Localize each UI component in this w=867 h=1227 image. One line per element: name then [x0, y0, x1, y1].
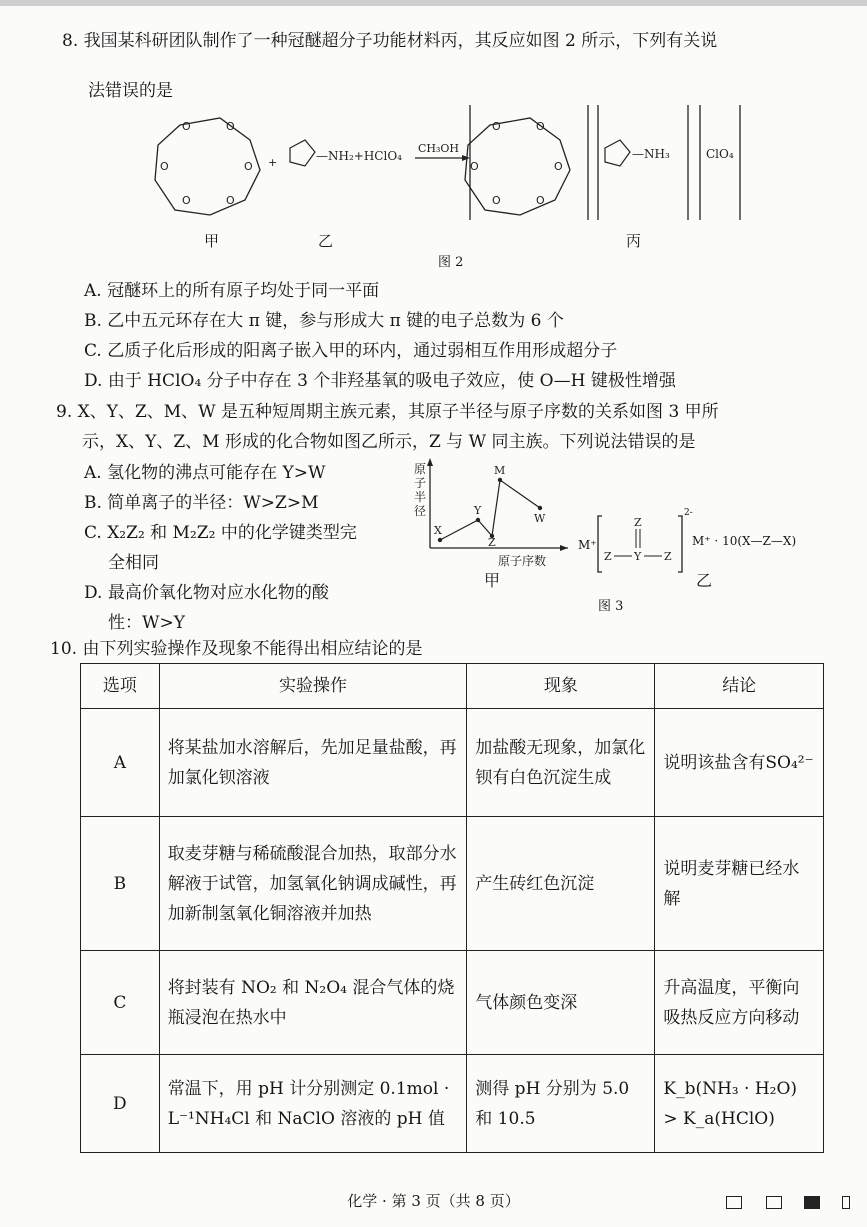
experiment-table	[80, 663, 824, 1153]
q8-option-d: D. 由于 HClO₄ 分子中存在 3 个非羟基氧的吸电子效应，使 O—H 键极性增强	[84, 371, 676, 391]
svg-text:Z: Z	[604, 550, 612, 563]
scan-edge	[0, 0, 867, 6]
q9-option-d-line1: D. 最高价氧化物对应水化物的酸	[84, 583, 329, 603]
cell-option: C	[81, 951, 160, 1055]
header-operation: 实验操作	[159, 664, 467, 709]
table-row	[81, 1055, 824, 1153]
q9-option-d-line2: 性：W>Y	[108, 613, 185, 633]
cell-option: B	[81, 817, 160, 951]
reaction-figure-2	[140, 100, 760, 240]
table-row	[81, 951, 824, 1055]
graph-point-x: X	[434, 524, 442, 537]
q8-option-b: B. 乙中五元环存在大 π 键，参与形成大 π 键的电子总数为 6 个	[84, 311, 564, 331]
svg-text:O: O	[554, 160, 563, 173]
marker-square-2	[766, 1196, 782, 1209]
marker-square-1	[726, 1196, 742, 1209]
q9-option-c-line1: C. X₂Z₂ 和 M₂Z₂ 中的化学键类型完	[84, 523, 357, 543]
graph-point-m: M	[494, 464, 506, 477]
svg-text:O: O	[492, 194, 501, 207]
svg-text:+: +	[268, 156, 278, 169]
svg-text:Y: Y	[634, 550, 642, 563]
fig3-label-jia: 甲	[484, 571, 501, 590]
q9-option-b: B. 简单离子的半径：W>Z>M	[84, 493, 319, 513]
fig3-caption: 图 3	[598, 599, 624, 614]
table-row	[81, 709, 824, 817]
svg-text:Z: Z	[634, 516, 642, 529]
fig2-label-yi: 乙	[318, 232, 334, 250]
graph-point-y: Y	[474, 504, 482, 517]
graph-x-axis-label: 原子序数	[498, 554, 547, 568]
marker-square-3	[804, 1196, 820, 1209]
q8-stem-line2: 法错误的是	[88, 81, 173, 101]
cell-conclusion: 说明该盐含有SO₄²⁻	[655, 709, 824, 817]
cell-phenomenon: 产生砖红色沉淀	[467, 817, 655, 951]
fig2-caption: 图 2	[438, 255, 464, 270]
cell-conclusion: 说明麦芽糖已经水解	[655, 817, 824, 951]
page-footer: 化学 · 第 3 页（共 8 页）	[347, 1192, 520, 1210]
svg-text:O: O	[160, 160, 169, 173]
bing-anion: ClO₄	[706, 147, 734, 161]
graph-point-z: Z	[488, 536, 496, 549]
compound-right-part: M⁺ · 10(X—Z—X)	[692, 534, 797, 548]
header-phenomenon: 现象	[467, 664, 655, 709]
svg-text:Z: Z	[664, 550, 672, 563]
q9-stem-line2: 示，X、Y、Z、M 形成的化合物如图乙所示，Z 与 W 同主族。下列说法错误的是	[82, 432, 696, 452]
svg-text:O: O	[470, 160, 479, 173]
svg-text:O: O	[182, 120, 191, 133]
header-conclusion: 结论	[655, 664, 824, 709]
q10-stem: 10. 由下列实验操作及现象不能得出相应结论的是	[50, 639, 423, 659]
cell-phenomenon: 加盐酸无现象，加氯化钡有白色沉淀生成	[467, 709, 655, 817]
svg-text:O: O	[226, 194, 235, 207]
cell-operation: 将封装有 NO₂ 和 N₂O₄ 混合气体的烧瓶浸泡在热水中	[159, 951, 467, 1055]
bing-substituent: —NH₃	[632, 147, 670, 161]
table-row	[81, 817, 824, 951]
cell-option: D	[81, 1055, 160, 1153]
cell-phenomenon: 测得 pH 分别为 5.0 和 10.5	[467, 1055, 655, 1153]
compound-charge: 2-	[684, 508, 693, 518]
fig2-label-bing: 丙	[626, 232, 642, 250]
header-option: 选项	[81, 664, 160, 709]
cell-operation: 常温下，用 pH 计分别测定 0.1mol · L⁻¹NH₄Cl 和 NaClO 溶液的 pH 值	[159, 1055, 467, 1153]
cell-conclusion: K_b(NH₃ · H₂O) > K_a(HClO)	[655, 1055, 824, 1153]
cell-conclusion: 升高温度，平衡向吸热反应方向移动	[655, 951, 824, 1055]
triazole-yi	[290, 140, 315, 166]
table-header-row	[81, 664, 824, 709]
cell-option: A	[81, 709, 160, 817]
compound-yi-structure	[596, 512, 686, 576]
cell-operation: 取麦芽糖与稀硫酸混合加热，取部分水解液于试管，加氢氧化钠调成碱性，再加新制氢氧化铜溶液并加热	[159, 817, 467, 951]
q8-stem-line1: 8. 我国某科研团队制作了一种冠醚超分子功能材料丙，其反应如图 2 所示，下列有关说	[62, 31, 718, 51]
compound-left-cation: M⁺	[578, 538, 597, 552]
svg-text:O: O	[182, 194, 191, 207]
q9-stem-line1: 9. X、Y、Z、M、W 是五种短周期主族元素，其原子半径与原子序数的关系如图 3 甲所	[56, 402, 719, 422]
svg-text:O: O	[536, 120, 545, 133]
cell-operation: 将某盐加水溶解后，先加足量盐酸，再加氯化钡溶液	[159, 709, 467, 817]
fig2-label-jia: 甲	[204, 232, 220, 250]
graph-y-axis-label: 原子半径	[414, 462, 427, 518]
yi-substituent: —NH₂+HClO₄	[316, 149, 402, 163]
marker-square-4	[842, 1196, 850, 1209]
q9-option-a: A. 氢化物的沸点可能存在 Y>W	[84, 463, 326, 483]
graph-point-w: W	[534, 512, 546, 525]
fig3-label-yi: 乙	[696, 571, 713, 590]
svg-text:O: O	[226, 120, 235, 133]
reaction-reagent: CH₃OH	[418, 142, 460, 155]
q9-option-c-line2: 全相同	[108, 553, 159, 573]
q8-option-a: A. 冠醚环上的所有原子均处于同一平面	[84, 281, 380, 301]
svg-text:O: O	[492, 120, 501, 133]
svg-text:O: O	[536, 194, 545, 207]
q8-option-c: C. 乙质子化后形成的阳离子嵌入甲的环内，通过弱相互作用形成超分子	[84, 341, 618, 361]
svg-text:O: O	[244, 160, 253, 173]
cell-phenomenon: 气体颜色变深	[467, 951, 655, 1055]
